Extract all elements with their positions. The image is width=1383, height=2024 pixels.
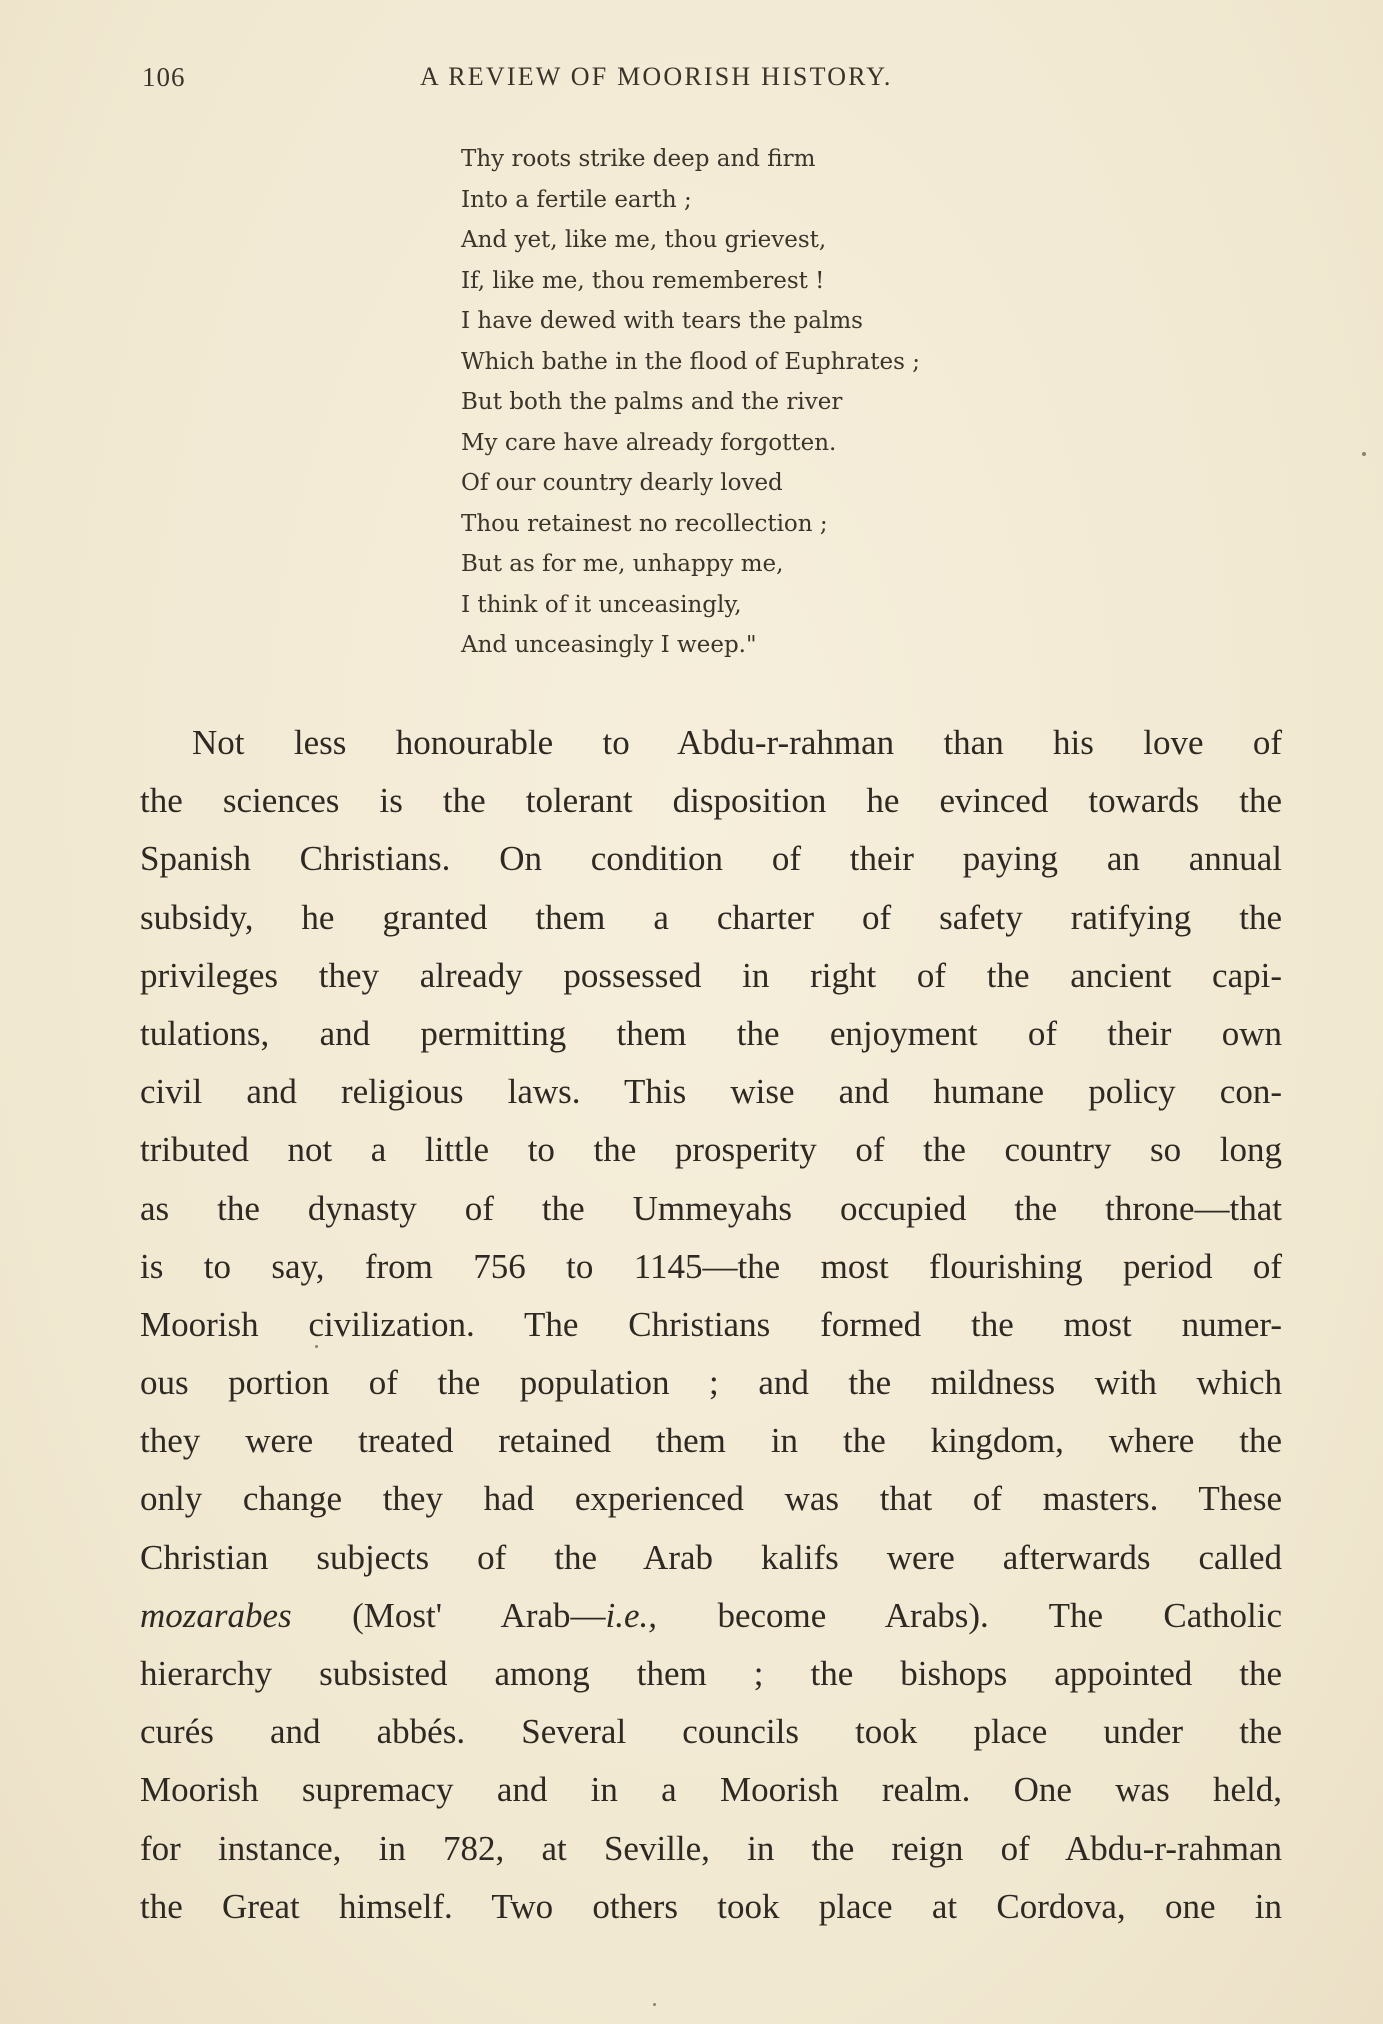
- prose-line: ous portion of the population ; and the mildness with which: [140, 1363, 1282, 1403]
- prose-line: Christian subjects of the Arab kalifs were afterwards called: [140, 1537, 1282, 1577]
- paper-speck: [653, 2003, 656, 2006]
- poem-line: My care have already forgotten.: [461, 429, 837, 456]
- poem-line: But as for me, unhappy me,: [461, 551, 784, 577]
- prose-line-mozarabes: [140, 1587, 1282, 1645]
- prose-line: only change they had experienced was that of masters. These: [140, 1479, 1282, 1519]
- prose-line: Moorish civilization. The Christians formed the most numer-: [140, 1304, 1282, 1344]
- poem-line: And yet, like me, thou grievest,: [461, 227, 827, 253]
- prose-line: the sciences is the tolerant disposition he evinced towards the: [140, 781, 1282, 821]
- prose-line: Not less honourable to Abdu-r-rahman than his love of: [192, 723, 1282, 762]
- gloss-rest: become Arabs). The Catholic: [657, 1595, 1282, 1635]
- prose-line: tributed not a little to the prosperity of the country so long: [140, 1130, 1282, 1170]
- prose-line: Moorish supremacy and in a Moorish realm. One was held,: [140, 1770, 1282, 1810]
- poem-line: I have dewed with tears the palms: [461, 308, 863, 334]
- poem-line: And unceasingly I weep.": [461, 632, 757, 658]
- prose-line: civil and religious laws. This wise and humane policy con-: [140, 1072, 1282, 1112]
- running-head: A REVIEW OF MOORISH HISTORY.: [420, 62, 893, 91]
- prose-line: the Great himself. Two others took place at Cordova, one in: [140, 1886, 1282, 1926]
- prose-line: curés and abbés. Several councils took place under the: [140, 1712, 1282, 1752]
- gloss-text: (Most' Arab—: [291, 1595, 606, 1635]
- paper-speck: [1362, 452, 1366, 456]
- poem-line: Which bathe in the flood of Euphrates ;: [461, 348, 920, 375]
- italic-ie: i.e.,: [605, 1595, 658, 1635]
- page-header: [142, 62, 1282, 102]
- prose-line: is to say, from 756 to 1145—the most flourishing period of: [140, 1246, 1282, 1286]
- prose-line: for instance, in 782, at Seville, in the reign of Abdu-r-rahman: [140, 1828, 1282, 1868]
- page-number: 106: [142, 62, 186, 92]
- poem-line: I think of it unceasingly,: [461, 591, 742, 618]
- poem-line: If, like me, thou rememberest !: [461, 267, 825, 294]
- prose-line: Spanish Christians. On condition of their paying an annual: [140, 839, 1282, 879]
- prose-line: privileges they already possessed in right of the ancient capi-: [140, 955, 1282, 995]
- poem-line: Of our country dearly loved: [461, 470, 783, 496]
- prose-line: subsidy, he granted them a charter of safety ratifying the: [140, 897, 1282, 937]
- poem-line: But both the palms and the river: [461, 389, 843, 415]
- poem-block: [461, 139, 1101, 666]
- poem-line: Into a fertile earth ;: [461, 186, 692, 213]
- prose-line: as the dynasty of the Ummeyahs occupied the throne—that: [140, 1188, 1282, 1228]
- italic-term-mozarabes: mozarabes: [140, 1595, 292, 1635]
- poem-line: Thy roots strike deep and firm: [461, 146, 816, 172]
- prose-paragraph: [140, 714, 1282, 1936]
- prose-line: hierarchy subsisted among them ; the bishops appointed the: [140, 1654, 1282, 1693]
- prose-line: tulations, and permitting them the enjoyment of their own: [140, 1013, 1282, 1053]
- prose-line: they were treated retained them in the kingdom, where the: [140, 1421, 1282, 1461]
- poem-line: Thou retainest no recollection ;: [461, 510, 828, 537]
- paper-speck: [315, 1345, 318, 1348]
